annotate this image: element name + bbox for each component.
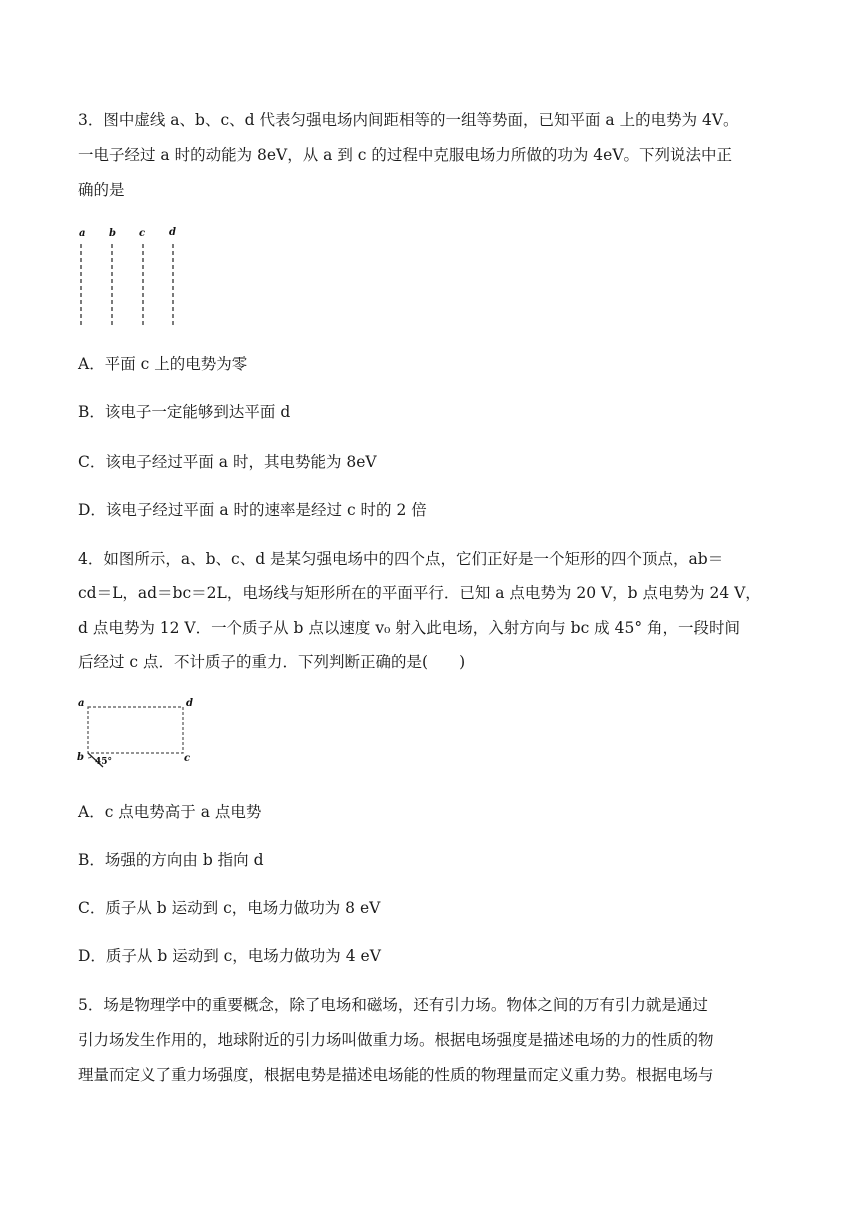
angle-label: 45°: [95, 757, 113, 767]
q5-line-3: 理量而定义了重力场强度，根据电势是描述电场能的性质的物理量而定义重力势。根据电场与: [78, 1066, 714, 1084]
label-b: b: [77, 752, 84, 763]
q4-option-b: B．场强的方向由 b 指向 d: [78, 851, 264, 869]
q3-line-2: 一电子经过 a 时的动能为 8eV，从 a 到 c 的过程中克服电场力所做的功为 4eV。下列说法中正: [78, 146, 733, 164]
label-d: d: [186, 698, 193, 709]
rectangle-abcd: [88, 707, 183, 753]
q3-option-c: C．该电子经过平面 a 时，其电势能为 8eV: [78, 453, 377, 471]
q3-option-a: A．平面 c 上的电势为零: [78, 355, 248, 373]
label-a: a: [78, 698, 85, 709]
label-c: c: [139, 228, 146, 239]
q3-line-1: 3．图中虚线 a、b、c、d 代表匀强电场内间距相等的一组等势面，已知平面 a 上的电势为 4V。: [78, 111, 739, 129]
q4-option-a: A．c 点电势高于 a 点电势: [78, 803, 262, 821]
angle-arc: [88, 757, 92, 759]
q4-line-4: 后经过 c 点．不计质子的重力．下列判断正确的是( ): [78, 653, 466, 671]
q3-equipotential-figure: [72, 222, 192, 330]
q4-line-3: d 点电势为 12 V．一个质子从 b 点以速度 v₀ 射入此电场，入射方向与 bc 成 45° 角，一段时间: [78, 619, 741, 637]
q3-line-3: 确的是: [78, 181, 125, 199]
label-c: c: [184, 753, 191, 764]
q3-option-d: D．该电子经过平面 a 时的速率是经过 c 时的 2 倍: [78, 501, 427, 519]
label-d: d: [169, 227, 176, 238]
q4-line-1: 4．如图所示，a、b、c、d 是某匀强电场中的四个点，它们正好是一个矩形的四个顶点，ab＝: [78, 550, 724, 568]
label-a: a: [79, 228, 86, 239]
q3-option-b: B．该电子一定能够到达平面 d: [78, 403, 291, 421]
q4-rectangle-figure: [72, 694, 202, 774]
label-b: b: [109, 228, 116, 239]
q4-option-d: D．质子从 b 运动到 c，电场力做功为 4 eV: [78, 947, 381, 965]
q4-line-2: cd＝L，ad＝bc＝2L，电场线与矩形所在的平面平行．已知 a 点电势为 20 V，b 点电势为 24 V，: [78, 584, 761, 602]
q4-option-c: C．质子从 b 运动到 c，电场力做功为 8 eV: [78, 899, 381, 917]
q5-line-2: 引力场发生作用的，地球附近的引力场叫做重力场。根据电场强度是描述电场的力的性质的物: [78, 1031, 714, 1049]
q5-line-1: 5．场是物理学中的重要概念，除了电场和磁场，还有引力场。物体之间的万有引力就是通过: [78, 996, 708, 1014]
